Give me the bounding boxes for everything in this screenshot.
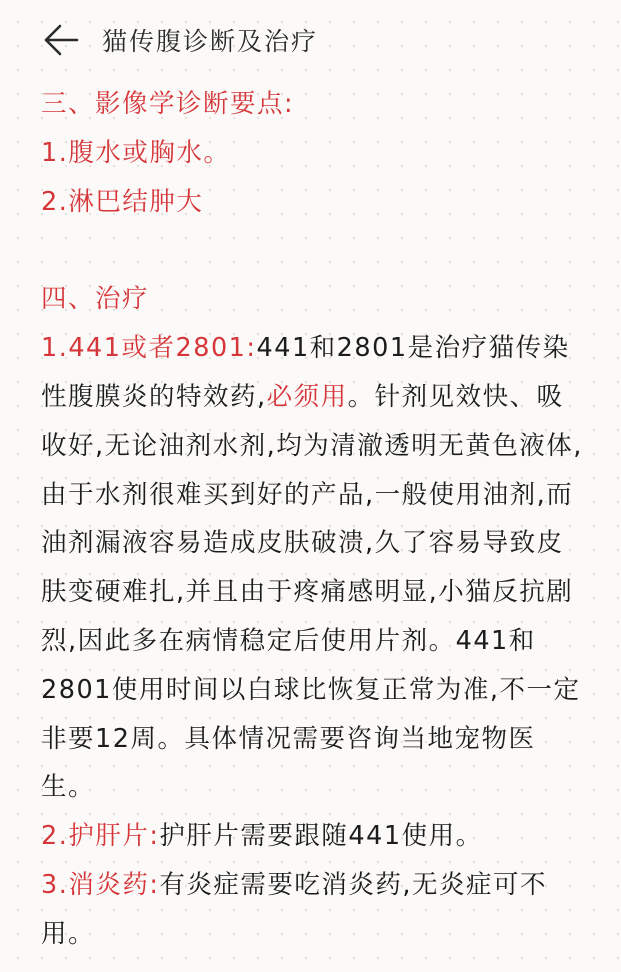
item-label: 1.441或者2801: xyxy=(41,333,257,364)
treatment-item-1 xyxy=(41,324,586,812)
item-text: 。针剂见效快、吸收好,无论油剂水剂,均为清澈透明无黄色液体,由于水剂很难买到好的产品,一般使用油剂,而油剂漏液容易造成皮肤破溃,久了容易导致皮肤变硬难扎,并且由于疼痛感明显,小猫反抗剧烈,因此多在病情稳定后使用片剂。441和2801使用时间以白球比恢复正常为准,不一定非要12周。具体情况需要咨询当地宠物医生。 xyxy=(41,381,583,803)
back-arrow-icon xyxy=(40,18,84,62)
spacer xyxy=(41,226,586,275)
page-title: 猫传腹诊断及治疗 xyxy=(102,27,319,56)
note-body xyxy=(41,80,586,959)
top-bar xyxy=(0,0,621,80)
item-text: 护肝片需要跟随441使用。 xyxy=(159,821,483,852)
section-heading-imaging: 三、影像学诊断要点: xyxy=(41,89,295,119)
item-label: 3.消炎药: xyxy=(41,869,160,900)
item-text: 有炎症需要吃消炎药,无炎症可不用。 xyxy=(41,869,548,949)
imaging-point-2: 2.淋巴结肿大 xyxy=(41,186,204,217)
treatment-item-2 xyxy=(41,812,586,861)
section-heading-treatment: 四、治疗 xyxy=(41,284,150,315)
item-text: 441和2801是治疗猫传染性腹膜炎的特效药, xyxy=(41,333,570,412)
treatment-item-3 xyxy=(41,861,586,959)
back-button[interactable] xyxy=(40,18,84,62)
imaging-point-1: 1.腹水或胸水。 xyxy=(41,137,231,168)
item-label: 2.护肝片: xyxy=(41,821,160,852)
emphasis-text: 必须用 xyxy=(266,381,348,412)
